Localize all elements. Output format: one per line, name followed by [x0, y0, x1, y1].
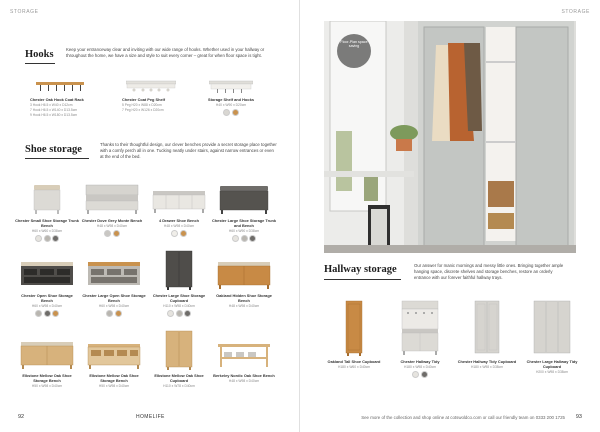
product-oakland-tall-shoe-cupboard[interactable]	[322, 300, 386, 369]
large-open-bench-image	[86, 258, 142, 290]
product-elkstone-shoe-cupboard[interactable]	[147, 330, 211, 388]
swatch-light-grey[interactable]	[223, 109, 230, 116]
swatch-oak[interactable]	[180, 230, 187, 237]
magazine-name: HOMELIFE	[136, 414, 165, 420]
product-name: Chester Large Shoe Storage Trunk and Bench	[212, 218, 276, 228]
section-tag-right: STORAGE	[561, 9, 590, 15]
oak-hook-rack-image	[36, 80, 84, 94]
product-name: Elkstone Mellow Oak Shoe Cupboard	[154, 373, 204, 383]
product-name: Chester Large Shoe Storage Cupboard	[152, 293, 206, 303]
product-chester-large-hallway-tidy-cupboard[interactable]	[520, 300, 584, 374]
product-small-shoe-trunk[interactable]	[15, 183, 79, 242]
swatch-white[interactable]	[412, 371, 419, 378]
product-name: Elkstone Mellow Oak Shoe Storage Bench	[89, 373, 139, 383]
berkeley-bench-image	[216, 338, 272, 370]
elkstone-cupboard-image	[164, 330, 194, 370]
swatch-charcoal[interactable]	[52, 235, 59, 242]
swatch-grey[interactable]	[106, 310, 113, 317]
shoe-storage-heading: Shoe storage	[25, 144, 82, 155]
colour-swatches	[212, 235, 276, 242]
product-dims: H200 x W98 x D38cm	[535, 370, 569, 374]
shoe-storage-intro: Thanks to their thoughtful design, our clever benches provide a secret storage place together with a comfy perch all in one. Tucking neatly under stairs, against narrow entrances or even at the end of the bed.	[100, 142, 277, 159]
large-trunk-image	[219, 183, 269, 215]
product-name: Oakland Hidden Shoe Storage Bench	[216, 293, 272, 303]
swatch-grey[interactable]	[35, 310, 42, 317]
colour-swatches	[15, 235, 79, 242]
colour-swatches	[198, 109, 264, 116]
product-elkstone-shoe-bench-a[interactable]	[15, 338, 79, 388]
swatch-grey[interactable]	[241, 235, 248, 242]
peg-shelf-image	[126, 80, 176, 94]
product-name: Oakland Tall Shoe Cupboard	[327, 359, 381, 364]
elkstone-bench-a-image	[19, 338, 75, 370]
page-number-left: 92	[18, 414, 25, 420]
storage-shelf-image	[209, 80, 253, 94]
monte-bench-image	[84, 183, 140, 215]
swatch-white[interactable]	[232, 235, 239, 242]
shoe-storage-underline	[25, 158, 89, 159]
product-storage-shelf-hooks[interactable]	[198, 80, 264, 116]
hallway-photo	[324, 21, 576, 253]
swatch-charcoal[interactable]	[184, 310, 191, 317]
hallway-tidy-image	[400, 300, 440, 356]
product-open-shoe-storage-bench[interactable]	[15, 258, 79, 317]
product-name: Chester Coat Peg Shelf	[122, 97, 166, 102]
product-dims: H60 x W98 x D40cm	[31, 304, 63, 308]
product-name: Chester Small Shoe Storage Trunk Bench	[15, 218, 79, 228]
product-name: Storage Shelf and Hooks	[207, 97, 255, 102]
colour-swatches	[147, 310, 211, 317]
elkstone-bench-b-image	[86, 338, 142, 370]
product-berkeley-nordic-shoe-bench[interactable]	[212, 338, 276, 383]
product-dims: H50 x W98 x D40cm	[98, 384, 130, 388]
product-name: Chester Dove Grey Monte Bench	[81, 218, 143, 223]
product-dove-grey-monte-bench[interactable]	[80, 183, 144, 237]
product-oakland-hidden-shoe-bench[interactable]	[212, 258, 276, 308]
product-large-shoe-cupboard[interactable]	[147, 250, 211, 317]
product-dims: H110 x W78 x D40cm	[163, 384, 195, 388]
product-dims: H180 x W98 x D38cm	[470, 365, 504, 369]
product-dims: H180 x W60 x D40cm	[337, 365, 371, 369]
hallway-storage-heading: Hallway storage	[324, 264, 397, 275]
product-size: 9 Hook H6.5 x W180 x D13.5cm	[30, 113, 78, 117]
product-dims: H60 x W60 x D38cm	[31, 229, 63, 233]
swatch-charcoal[interactable]	[421, 371, 428, 378]
product-dims: H60 x W90 x D38cm	[228, 229, 260, 233]
product-name: Chester Hallway Tidy Cupboard	[457, 359, 517, 364]
swatch-white[interactable]	[171, 230, 178, 237]
hallway-intro: Our answer for manic mornings and messy little ones. Bringing together ample hanging space, discrete shelves and storage benches, restore an orderly entrance with our forever faithful hallway trays.	[414, 263, 564, 280]
product-chester-hallway-tidy[interactable]	[388, 300, 452, 378]
product-size: H40 x W90 x D20cm	[215, 103, 247, 107]
product-dims: H110 x W98 x D40cm	[163, 304, 195, 308]
product-dims: H48 x W98 x D40cm	[228, 304, 260, 308]
swatch-white[interactable]	[167, 310, 174, 317]
colour-swatches	[147, 230, 211, 237]
hooks-underline	[25, 63, 55, 64]
swatch-oak[interactable]	[115, 310, 122, 317]
swatch-charcoal[interactable]	[249, 235, 256, 242]
oakland-tall-cupboard-image	[344, 300, 364, 356]
shoe-cupboard-image	[164, 250, 194, 290]
product-large-open-shoe-bench[interactable]	[82, 258, 146, 317]
product-name: 4 Drawer Shoe Bench	[158, 218, 199, 223]
product-name: Chester Large Hallway Tidy Cupboard	[526, 359, 578, 369]
swatch-grey[interactable]	[44, 235, 51, 242]
swatch-grey[interactable]	[104, 230, 111, 237]
colour-swatches	[15, 310, 79, 317]
oakland-bench-image	[216, 258, 272, 290]
product-coat-peg-shelf[interactable]	[122, 80, 192, 112]
swatch-grey[interactable]	[176, 310, 183, 317]
page-number-right: 93	[575, 414, 582, 420]
product-size: 5 Peg H20 x W88 x D20cm	[122, 103, 162, 107]
tidy-cupboard-image	[473, 300, 501, 356]
product-dims: H48 x W98 x D40cm	[163, 224, 195, 228]
right-page	[300, 0, 600, 432]
photo-badge: Floor-Plan space saving	[340, 40, 368, 49]
product-dims: H180 x W98 x D40cm	[403, 365, 437, 369]
swatch-charcoal[interactable]	[44, 310, 51, 317]
product-name: Chester Large Open Shoe Storage Bench	[82, 293, 146, 303]
section-tag-left: STORAGE	[10, 9, 39, 15]
product-name: Chester Oak Hook Coat Rack	[30, 97, 84, 102]
footer-cta: See more of the collection and shop online at cotswoldco.com or call our friendly team on 0333 200 1725	[361, 415, 565, 420]
product-dims: H60 x W98 x D40cm	[98, 304, 130, 308]
product-name: Berkeley Nordic Oak Shoe Bench	[213, 373, 275, 378]
hooks-heading: Hooks	[25, 49, 54, 60]
product-4-drawer-shoe-bench[interactable]	[147, 183, 211, 237]
product-size: 7 Peg H20 x W126 x D20cm	[122, 108, 164, 112]
swatch-oak[interactable]	[52, 310, 59, 317]
small-trunk-image	[33, 183, 61, 215]
swatch-oak[interactable]	[232, 109, 239, 116]
product-chester-hallway-tidy-cupboard[interactable]	[455, 300, 519, 369]
product-elkstone-shoe-bench-b[interactable]	[82, 338, 146, 388]
product-size: 7 Hook H6.5 x W140 x D13.5cm	[30, 108, 78, 112]
product-large-shoe-trunk-bench[interactable]	[212, 183, 276, 242]
swatch-white[interactable]	[35, 235, 42, 242]
hallway-underline	[324, 279, 401, 280]
colour-swatches	[82, 310, 146, 317]
product-name: Chester Hallway Tidy	[400, 359, 440, 364]
product-dims: H48 x W98 x D40cm	[96, 224, 128, 228]
large-tidy-cupboard-image	[532, 300, 572, 356]
colour-swatches	[80, 230, 144, 237]
product-dims: H50 x W98 x D40cm	[31, 384, 63, 388]
drawer-bench-image	[151, 183, 207, 215]
product-name: Chester Open Shoe Storage Bench	[21, 293, 73, 303]
product-oak-hook-coat-rack[interactable]	[30, 80, 110, 117]
open-bench-image	[19, 258, 75, 290]
product-size: 3 Hook H6.5 x W40 x D12cm	[30, 103, 73, 107]
swatch-oak[interactable]	[113, 230, 120, 237]
product-name: Elkstone Mellow Oak Shoe Storage Bench	[22, 373, 72, 383]
hooks-intro: Keep your entranceway clear and inviting with our wide range of hooks. Whether used in your hallway or throughout the home, we have a size and style to suit every corner – great for when floor space is tight.	[66, 47, 265, 58]
product-dims: H48 x W98 x D40cm	[228, 379, 260, 383]
colour-swatches	[388, 371, 452, 378]
